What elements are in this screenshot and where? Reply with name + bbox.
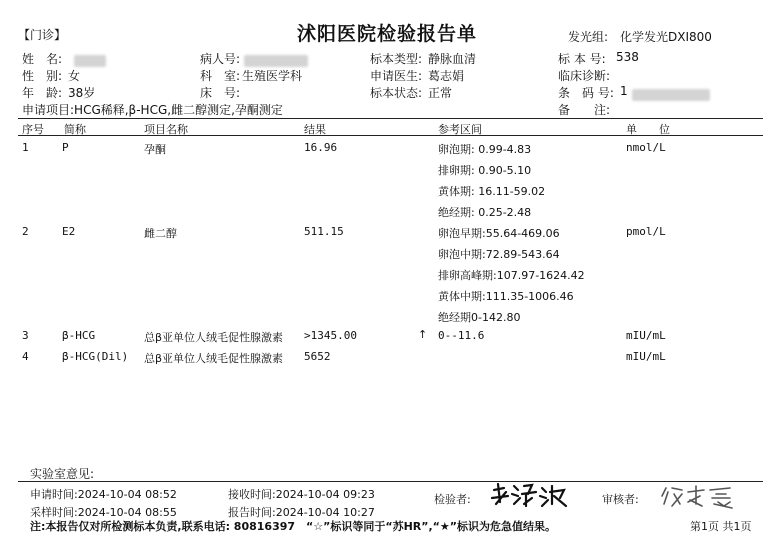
report-time: 报告时间:2024-10-04 10:27 [228,506,375,519]
sex-value: 女 [68,69,81,83]
sample-no-value: 538 [616,50,639,64]
bed-label: 床 号: [200,86,241,100]
col-name: 项目名称 [144,123,188,136]
group-value: 化学发光DXI800 [620,30,712,44]
row-result: 16.96 [304,141,338,154]
row-unit: mIU/mL [626,329,666,342]
table-header-rule [18,135,763,136]
high-flag-arrow: ↑ [418,328,428,341]
row-abbr: β-HCG [62,329,96,342]
remark-label: 备 注: [558,103,611,117]
report-title: 沭阳医院检验报告单 [297,23,478,45]
row-abbr: P [62,141,69,154]
name-label: 姓 名: [22,52,63,66]
page-indicator: 第1页 共1页 [690,520,752,533]
row-range: 黄体中期:111.35-1006.46 [438,290,574,303]
row-unit: nmol/L [626,141,666,154]
row-seq: 4 [22,350,29,363]
col-range: 参考区间 [438,123,482,136]
age-value: 38岁 [68,86,96,100]
row-range: 卵泡中期:72.89-543.64 [438,248,560,261]
row-range: 黄体期: 16.11-59.02 [438,185,546,198]
row-item-name: 总β亚单位人绒毛促性腺激素 [144,352,284,365]
patient-no-label: 病人号: [200,52,241,66]
row-result: 5652 [304,350,331,363]
col-unit: 单 位 [626,123,670,136]
row-item-name: 孕酮 [144,143,166,156]
footer-note: 注:本报告仅对所检测标本负责,联系电话: 80816397 “☆”标识等同于“苏HR”,“★”标识为危急值结果。 [30,520,556,533]
row-range: 0--11.6 [438,329,485,342]
reviewer-signature [660,482,736,516]
row-abbr: E2 [62,225,76,238]
sample-type-value: 静脉血清 [428,52,477,66]
row-seq: 3 [22,329,29,342]
col-seq: 序号 [22,123,44,136]
status-label: 标本状态: [370,86,423,100]
lab-opinion: 实验室意见: [30,467,95,481]
sample-no-label: 标 本 号: [558,52,606,66]
row-range: 绝经期0-142.80 [438,311,521,324]
row-unit: mIU/mL [626,350,666,363]
sex-label: 性 别: [22,69,63,83]
footer-rule [18,481,763,482]
dept-label: 科 室: [200,69,241,83]
row-range: 排卵期: 0.90-5.10 [438,164,532,177]
row-item-name: 雌二醇 [144,227,177,240]
receive-time: 接收时间:2024-10-04 09:23 [228,488,375,501]
row-seq: 2 [22,225,29,238]
row-result: 511.15 [304,225,344,238]
barcode-redacted [632,84,710,103]
inspector-signature [488,480,570,514]
row-item-name: 总β亚单位人绒毛促性腺激素 [144,331,284,344]
row-range: 排卵高峰期:107.97-1624.42 [438,269,585,282]
request-items: 申请项目:HCG稀释,β-HCG,雌二醇测定,孕酮测定 [22,103,283,117]
age-label: 年 龄: [22,86,63,100]
col-abbr: 简称 [64,123,86,136]
row-result: >1345.00 [304,329,357,342]
row-seq: 1 [22,141,29,154]
row-unit: pmol/L [626,225,666,238]
barcode-label: 条 码 号: [558,86,614,100]
doctor-value: 葛志娟 [428,69,465,83]
inspector-label: 检验者: [434,493,471,506]
doctor-label: 申请医生: [370,69,423,83]
reviewer-label: 审核者: [602,493,639,506]
apply-time: 申请时间:2024-10-04 08:52 [30,488,177,501]
row-abbr: β-HCG(Dil) [62,350,129,363]
table-top-rule [18,118,763,119]
col-result: 结果 [304,123,326,136]
status-value: 正常 [428,86,453,100]
row-range: 卵泡期: 0.99-4.83 [438,143,532,156]
barcode-prefix: 1 [620,84,628,98]
row-range: 绝经期: 0.25-2.48 [438,206,532,219]
group-label: 发光组: [568,30,609,44]
sample-type-label: 标本类型: [370,52,423,66]
collect-time: 采样时间:2024-10-04 08:55 [30,506,177,519]
dept-value: 生殖医学科 [242,69,303,83]
visit-type: 【门诊】 [18,28,67,42]
diagnosis-label: 临床诊断: [558,69,611,83]
row-range: 卵泡早期:55.64-469.06 [438,227,560,240]
